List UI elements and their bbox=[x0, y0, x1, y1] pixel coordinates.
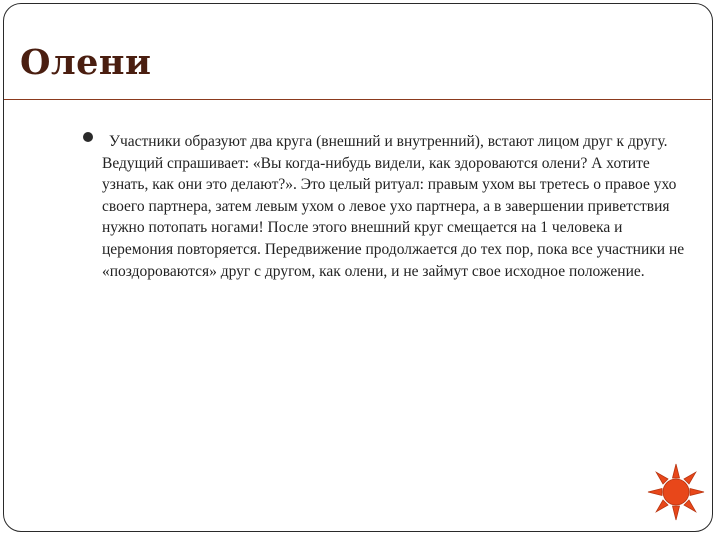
sun-icon bbox=[647, 463, 705, 521]
bullet-text: Участники образуют два круга (внешний и внутренний), встают лицом друг к другу. Ведущий спрашивает: «Вы когда-нибудь видели, как здороваются олени? А хотите узнать, как они это делают?». Это целый ритуал: правым ухом вы третесь о правое ухо своего партнера, затем левым ухом о левое ухо партнера, а в завершении приветствия нужно потопать ногами! После этого внешний круг смещается на 1 человека и церемония повторяется. Передвижение продолжается до тех пор, пока все участники не «поздороваются» друг с другом, как олени, и не займут свое исходное положение. bbox=[102, 133, 685, 280]
bullet-dot-icon bbox=[83, 132, 93, 142]
slide-title: Олени bbox=[20, 42, 152, 83]
slide-frame bbox=[3, 3, 713, 532]
title-divider bbox=[4, 99, 711, 100]
